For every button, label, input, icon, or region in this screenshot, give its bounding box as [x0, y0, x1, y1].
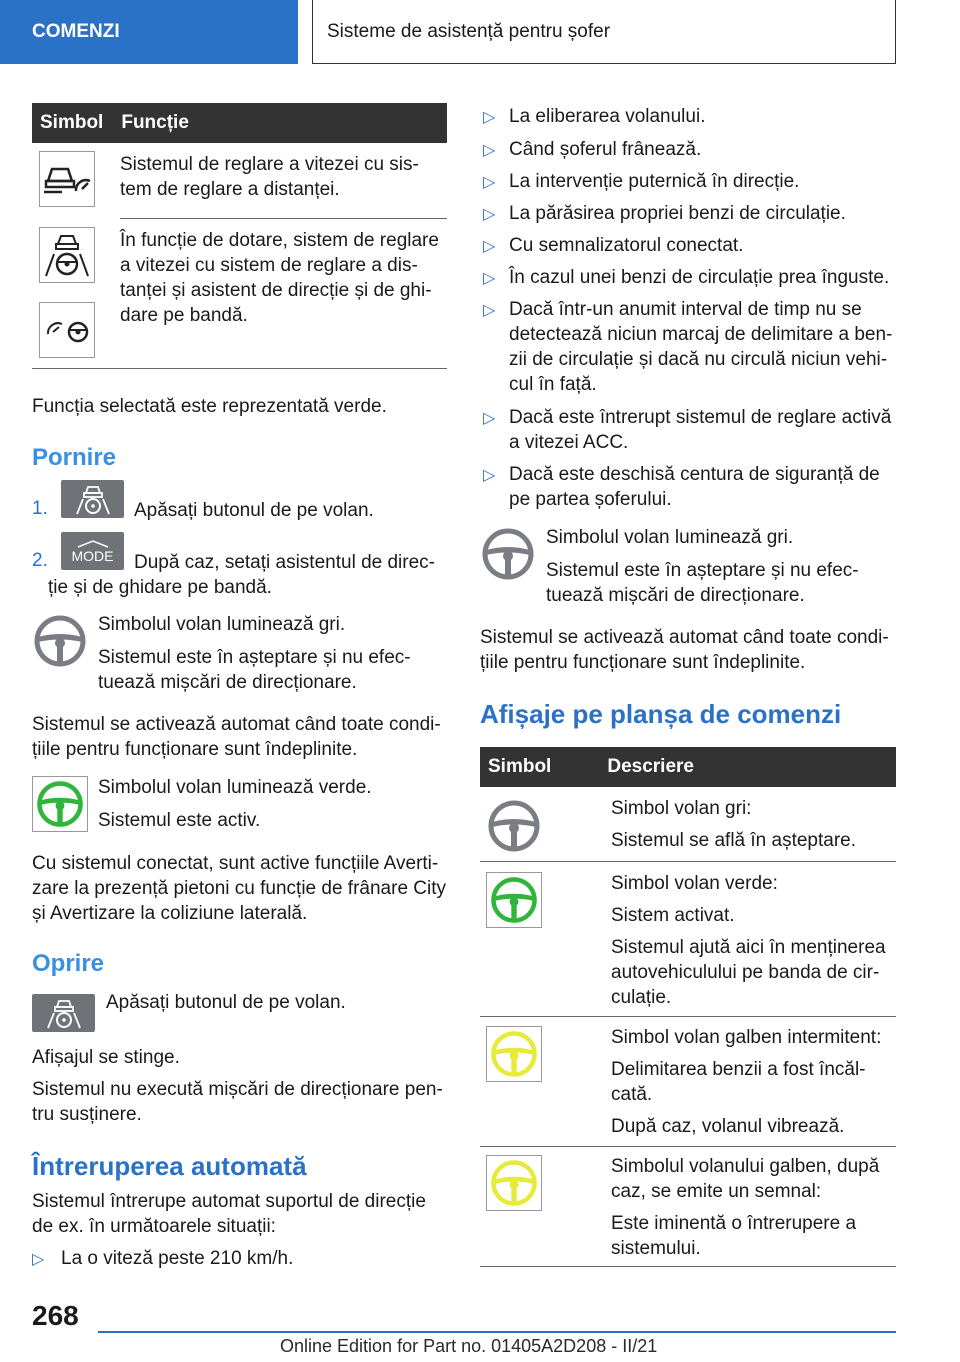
grey-line1: Simbolul volan luminează gri.	[98, 614, 346, 635]
footer-rule	[98, 1331, 896, 1333]
r2c: Sistemul ajută aici în menținerea autovehiculului pe banda de cir-culație.	[611, 937, 886, 1008]
auto-activate-left: Sistemul se activează automat când toate condi-țiile pentru funcționare sunt îndeplinite.	[32, 714, 441, 760]
bullet-item: La intervenție puternică în direcție.	[509, 171, 800, 192]
selected-note: Funcția selectată este reprezentată verde.	[32, 396, 387, 417]
auto-activate-right: Sistemul se activează automat când toate condi-țiile pentru funcționare sunt îndeplinite.	[480, 627, 889, 673]
row-divider	[480, 1146, 896, 1147]
r2a: Simbol volan verde:	[611, 873, 778, 894]
bullet-item: La eliberarea volanului.	[509, 106, 706, 127]
steering-wheel-grey-icon-right	[480, 526, 536, 582]
step2-number: 2.	[32, 550, 48, 571]
section-tab: COMENZI	[0, 0, 298, 64]
bullet-item: La părăsirea propriei benzi de circulație.	[509, 203, 846, 224]
r4a: Simbolul volanului galben, după caz, se emite un semnal:	[611, 1156, 880, 1202]
speed-steering-icon	[39, 302, 95, 358]
bullet-item: În cazul unei benzi de circulație prea înguste.	[509, 267, 890, 288]
row2-text: În funcție de dotare, sistem de reglare a vitezei cu sistem de reglare a dis-tanței și asistent de direcție și de ghi-dare pe bandă.	[120, 230, 439, 326]
wheel-green-symbol	[486, 872, 542, 928]
row-divider	[480, 861, 896, 862]
bullet-marker: ▷	[483, 238, 496, 255]
bullet-item: Cu semnalizatorul conectat.	[509, 235, 744, 256]
symbol-table-header	[32, 103, 447, 143]
bullet-marker: ▷	[483, 270, 496, 287]
green-line2: Sistemul este activ.	[98, 810, 261, 831]
r1a: Simbol volan gri:	[611, 798, 752, 819]
heading-auto-interrupt: Întreruperea automată	[32, 1151, 307, 1181]
bullet-item: Când șoferul frânează.	[509, 139, 702, 160]
col-symbol: Simbol	[40, 112, 104, 133]
table-bottom-rule-right	[480, 1266, 896, 1267]
row-divider	[480, 1016, 896, 1017]
steering-wheel-button-icon	[61, 480, 124, 518]
bullet-item: Dacă este deschisă centura de siguranță de pe partea șoferului.	[509, 464, 880, 510]
stop-press: Apăsați butonul de pe volan.	[106, 992, 346, 1013]
steering-wheel-button-icon-stop	[32, 994, 95, 1032]
col-desc: Descriere	[607, 756, 694, 777]
bullet-marker: ▷	[483, 142, 496, 159]
step2-text: După caz, setați asistentul de direc-ție și de ghidare pe bandă.	[48, 552, 435, 598]
bullet-marker: ▷	[483, 467, 496, 484]
table-divider	[120, 218, 447, 219]
page-header-title: Sisteme de asistență pentru șofer	[312, 0, 896, 64]
row1-text: Sistemul de reglare a vitezei cu sis-tem de reglare a distanței.	[120, 154, 419, 200]
display-table-header	[480, 747, 896, 787]
bullet-marker: ▷	[483, 206, 496, 223]
no-steering: Sistemul nu execută mișcări de direcționare pen-tru susținere.	[32, 1079, 443, 1125]
bullet-item: Dacă este întrerupt sistemul de reglare activă a vitezei ACC.	[509, 407, 892, 453]
r3b: Delimitarea benzii a fost încăl-cată.	[611, 1059, 866, 1105]
r1b: Sistemul se află în așteptare.	[611, 830, 857, 851]
lane-assist-icon	[39, 227, 95, 283]
table-bottom-rule	[32, 368, 447, 369]
bullet-marker: ▷	[483, 302, 496, 319]
r3c: După caz, volanul vibrează.	[611, 1116, 845, 1137]
green-line1: Simbolul volan luminează verde.	[98, 777, 372, 798]
auto-interrupt-intro: Sistemul întrerupe automat suportul de direcție de ex. în următoarele situații:	[32, 1191, 426, 1237]
col-symbol-right: Simbol	[488, 756, 552, 777]
step1-number: 1.	[32, 498, 48, 519]
grey-line2: Sistemul este în așteptare și nu efec-tuează mișcări de direcționare.	[98, 647, 411, 693]
r4b: Este iminentă o întrerupere a sistemului.	[611, 1213, 857, 1259]
wheel-yellow-signal-symbol	[486, 1155, 542, 1211]
bullet-marker: ▷	[32, 1251, 45, 1268]
r2b: Sistem activat.	[611, 905, 735, 926]
bullet-marker: ▷	[483, 109, 496, 126]
acc-distance-icon	[39, 151, 95, 207]
r3a: Simbol volan galben intermitent:	[611, 1027, 882, 1048]
bullet-item: Dacă într-un anumit interval de timp nu se detectează niciun marcaj de delimitare a ben-zii de circulație și dacă nu circulă niciun vehi-cul în față.	[509, 299, 893, 395]
steering-wheel-green-icon	[32, 776, 88, 832]
edition-note: Online Edition for Part no. 01405A2D208 - II/21	[280, 1336, 658, 1356]
heading-display: Afișaje pe planșa de comenzi	[480, 699, 842, 729]
steering-wheel-grey-icon	[32, 613, 88, 669]
page-number: 268	[32, 1300, 79, 1331]
step1-text: Apăsați butonul de pe volan.	[134, 500, 374, 521]
grey-line2-right: Sistemul este în așteptare și nu efec-tuează mișcări de direcționare.	[546, 560, 859, 606]
heading-oprire: Oprire	[32, 950, 105, 977]
col-function: Funcție	[121, 112, 189, 133]
wheel-grey-symbol	[486, 798, 542, 854]
bullet-marker: ▷	[483, 174, 496, 191]
bullet-marker: ▷	[483, 410, 496, 427]
bullet-speed: La o viteză peste 210 km/h.	[61, 1248, 294, 1269]
functions-note: Cu sistemul conectat, sunt active funcțiile Averti-zare la prezență pietoni cu funcție de frânare City și Avertizare la coliziune laterală.	[32, 853, 447, 924]
heading-pornire: Pornire	[32, 444, 117, 471]
grey-line1-right: Simbolul volan luminează gri.	[546, 527, 794, 548]
mode-label: MODE	[71, 548, 114, 564]
wheel-yellow-flashing-symbol	[486, 1026, 542, 1082]
display-off: Afișajul se stinge.	[32, 1047, 180, 1068]
